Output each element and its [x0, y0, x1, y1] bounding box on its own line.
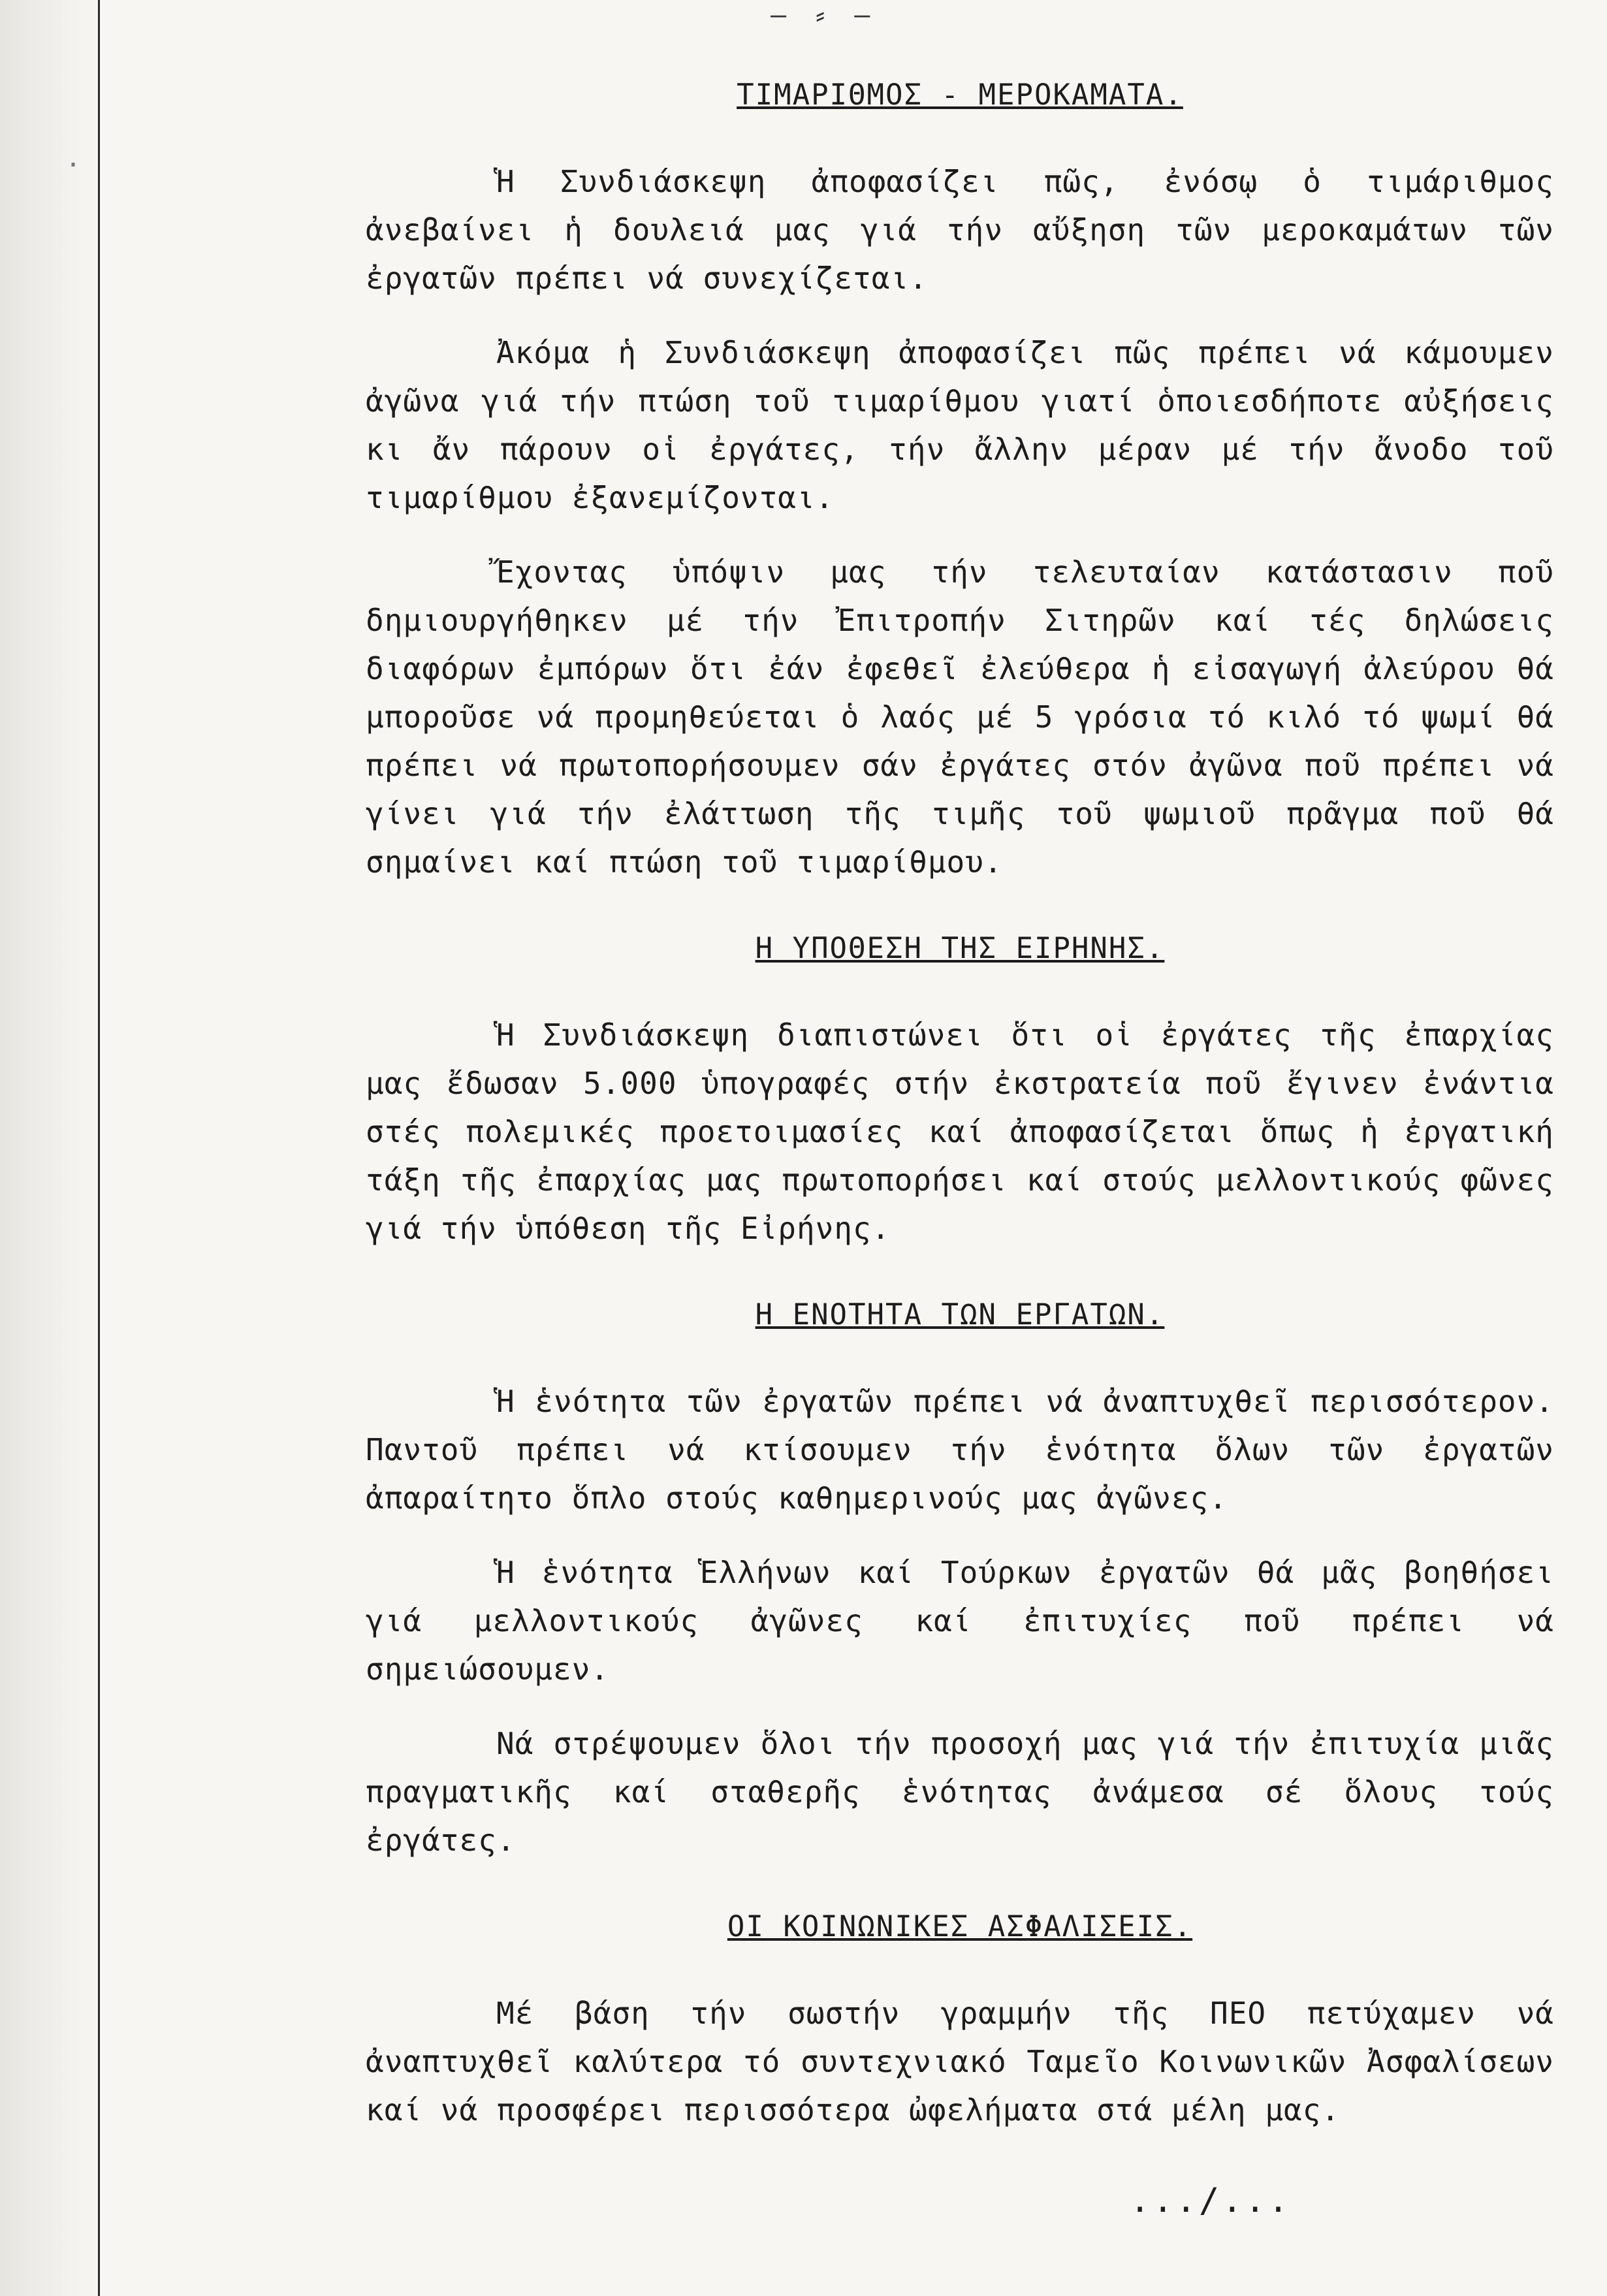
paragraph: Ἀκόμα ἡ Συνδιάσκεψη ἀποφασίζει πῶς πρέπει νά κάμουμεν ἀγῶνα γιά τήν πτώση τοῦ τιμαρίθμου γιατί ὁποιεσδήποτε αὐξήσεις κι ἄν πάρουν οἱ ἐργάτες, τήν ἄλλην μέραν μέ τήν ἄνοδο τοῦ τιμαρίθμου ἐξανεμίζονται. [366, 335, 1554, 515]
scan-margin-shadow [0, 0, 98, 2296]
section-heading-timarithmos: ΤΙΜΑΡΙΘΜΟΣ - ΜΕΡΟΚΑΜΑΤΑ. [737, 78, 1183, 112]
paragraph: Ἡ Συνδιάσκεψη ἀποφασίζει πῶς, ἐνόσῳ ὁ τιμάριθμος ἀνεβαίνει ἡ δουλειά μας γιά τήν αὔξηση τῶν μεροκαμάτων τῶν ἐργατῶν πρέπει νά συνεχίζεται. [366, 164, 1554, 296]
margin-rule [98, 0, 100, 2296]
paragraph: Ἔχοντας ὑπόψιν μας τήν τελευταίαν κατάστασιν ποῦ δημιουργήθηκεν μέ τήν Ἐπιτροπήν Σιτηρῶν καί τές δηλώσεις διαφόρων ἐμπόρων ὅτι ἐάν ἐφεθεῖ ἐλεύθερα ἡ εἰσαγωγή ἀλεύρου θά μποροῦσε νά προμηθεύεται ὁ λαός μέ 5 γρόσια τό κιλό τό ψωμί θά πρέπει νά πρωτοπορήσουμεν σάν ἐργάτες στόν ἀγῶνα ποῦ πρέπει νά γίνει γιά τήν ἐλάττωση τῆς τιμῆς τοῦ ψωμιοῦ πρᾶγμα ποῦ θά σημαίνει καί πτώση τοῦ τιμαρίθμου. [366, 554, 1554, 880]
section-heading-asfaliseis: ΟΙ ΚΟΙΝΩΝΙΚΕΣ ΑΣΦΑΛΙΣΕΙΣ. [727, 1910, 1193, 1943]
document-body [366, 78, 1554, 2160]
continuation-mark: .../... [1130, 2181, 1292, 2220]
paragraph: Μέ βάση τήν σωστήν γραμμήν τῆς ΠΕΟ πετύχαμεν νά ἀναπτυχθεῖ καλύτερα τό συντεχνιακό Ταμεῖο Κοινωνικῶν Ἀσφαλίσεων καί νά προσφέρει περισσότερα ὠφελήματα στά μέλη μας. [366, 1996, 1554, 2128]
section-heading-enotita: Η ΕΝΟΤΗΤΑ ΤΩΝ ΕΡΓΑΤΩΝ. [755, 1298, 1165, 1331]
paragraph: Ἡ ἑνότητα τῶν ἐργατῶν πρέπει νά ἀναπτυχθεῖ περισσότερον. Παντοῦ πρέπει νά κτίσουμεν τήν ἑνότητα ὅλων τῶν ἐργατῶν ἀπαραίτητο ὅπλο στούς καθημερινούς μας ἀγῶνες. [366, 1384, 1554, 1516]
section-heading-eirini: Η ΥΠΟΘΕΣΗ ΤΗΣ ΕΙΡΗΝΗΣ. [755, 932, 1165, 965]
scan-speck: · [65, 150, 82, 180]
paragraph: Ἡ ἑνότητα Ἑλλήνων καί Τούρκων ἐργατῶν θά μᾶς βοηθήσει γιά μελλοντικούς ἀγῶνες καί ἐπιτυχίες ποῦ πρέπει νά σημειώσουμεν. [366, 1555, 1554, 1687]
paragraph: Νά στρέψουμεν ὅλοι τήν προσοχή μας γιά τήν ἐπιτυχία μιᾶς πραγματικῆς καί σταθερῆς ἑνότητας ἀνάμεσα σέ ὅλους τούς ἐργάτες. [366, 1726, 1554, 1858]
paragraph: Ἡ Συνδιάσκεψη διαπιστώνει ὅτι οἱ ἐργάτες τῆς ἐπαρχίας μας ἔδωσαν 5.000 ὑπογραφές στήν ἐκστρατεία ποῦ ἔγινεν ἐνάντια στές πολεμικές προετοιμασίες καί ἀποφασίζεται ὅπως ἡ ἐργατική τάξη τῆς ἐπαρχίας μας πρωτοπορήσει καί στούς μελλοντικούς φῶνες γιά τήν ὑπόθεση τῆς Εἰρήνης. [366, 1017, 1554, 1246]
top-mark: — ⸗ — [771, 0, 876, 30]
